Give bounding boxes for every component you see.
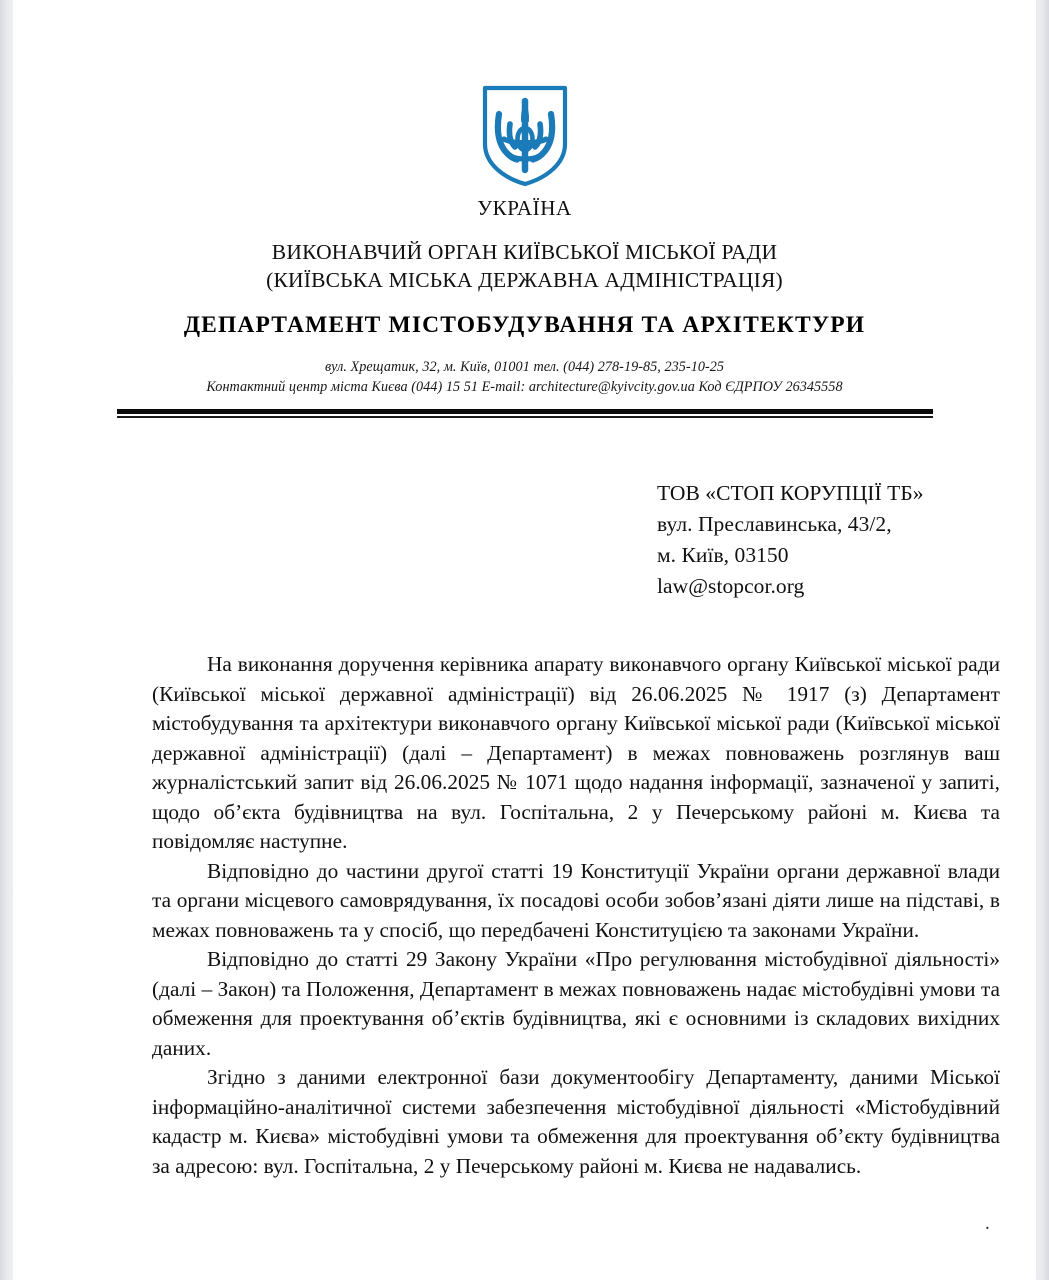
body-paragraph-2: Відповідно до частини другої статті 19 Конституції України органи державної влади та органи місцевого самоврядування, їх посадові особи зобов’язані діяти лише на підставі, в межах повноважень та у спосіб, що передбачені Конституцією та законами України. bbox=[152, 858, 1000, 942]
document-page bbox=[13, 0, 1036, 1280]
organization-line-2: (КИЇВСЬКА МІСЬКА ДЕРЖАВНА АДМІНІСТРАЦІЯ) bbox=[266, 267, 783, 292]
addressee-street: вул. Преславинська, 43/2, bbox=[657, 511, 892, 536]
document-page-content bbox=[13, 0, 1036, 1280]
addressee-block bbox=[657, 478, 1036, 603]
contact-line-center-email-edrpou: Контактний центр міста Києва (044) 15 51 E-mail: architecture@kyivcity.gov.ua Код ЄДРПОУ 26345558 bbox=[206, 379, 843, 396]
divider-thin-rule bbox=[117, 416, 933, 418]
organization-line-1: ВИКОНАВЧИЙ ОРГАН КИЇВСЬКОЇ МІСЬКОЇ РАДИ bbox=[271, 240, 778, 264]
ukraine-trident-icon bbox=[480, 84, 570, 188]
letter-body bbox=[152, 650, 1000, 1181]
addressee-organization: ТОВ «СТОП КОРУПЦІЇ ТБ» bbox=[657, 480, 924, 505]
letterhead bbox=[13, 0, 1036, 418]
country-name: УКРАЇНА bbox=[477, 196, 572, 220]
contact-line-address-phone: вул. Хрещатик, 32, м. Київ, 01001 тел. (044) 278-19-85, 235-10-25 bbox=[324, 358, 725, 375]
page-right-gutter bbox=[1036, 0, 1049, 1280]
contact-details bbox=[13, 357, 1036, 398]
body-paragraph-3: Відповідно до статті 29 Закону України «Про регулювання містобудівної діяльності» (далі – Закон) та Положення, Департамент в межах повноважень надає містобудівні умови та обмеження для проектування об’єктів будівництва, які є основними із складових вихідних даних. bbox=[152, 947, 1000, 1060]
scan-stray-dot: . bbox=[985, 1213, 990, 1234]
page-left-gutter bbox=[0, 0, 13, 1280]
addressee-city: м. Київ, 03150 bbox=[657, 543, 789, 567]
body-paragraph-1: На виконання доручення керівника апарату виконавчого органу Київської міської ради (Київської міської державної адміністрації) від 26.06.2025 № 1917 (з) Департамент містобудування та архітектури виконавчого органу Київської міської ради (Київської міської державної адміністрації) (далі – Департамент) в межах повноважень розглянув ваш журналістський запит від 26.06.2025 № 1071 щодо надання інформації, зазначеної у запиті, щодо об’єкта будівництва на вул. Госпітальна, 2 у Печерському районі м. Києва та повідомляє наступне. bbox=[152, 652, 1000, 854]
addressee-email: law@stopcor.org bbox=[657, 574, 805, 599]
body-paragraph-4: Згідно з даними електронної бази документообігу Департаменту, даними Міської інформаційно-аналітичної системи забезпечення містобудівної діяльності «Містобудівний кадастр м. Києва» містобудівні умови та обмеження для проектування об’єкту будівництва за адресою: вул. Госпітальна, 2 у Печерському районі м. Києва не надавались. bbox=[152, 1065, 1000, 1178]
letterhead-divider bbox=[117, 409, 933, 418]
coat-of-arms-emblem bbox=[13, 84, 1036, 188]
department-title: ДЕПАРТАМЕНТ МІСТОБУДУВАННЯ ТА АРХІТЕКТУРИ bbox=[183, 311, 866, 338]
